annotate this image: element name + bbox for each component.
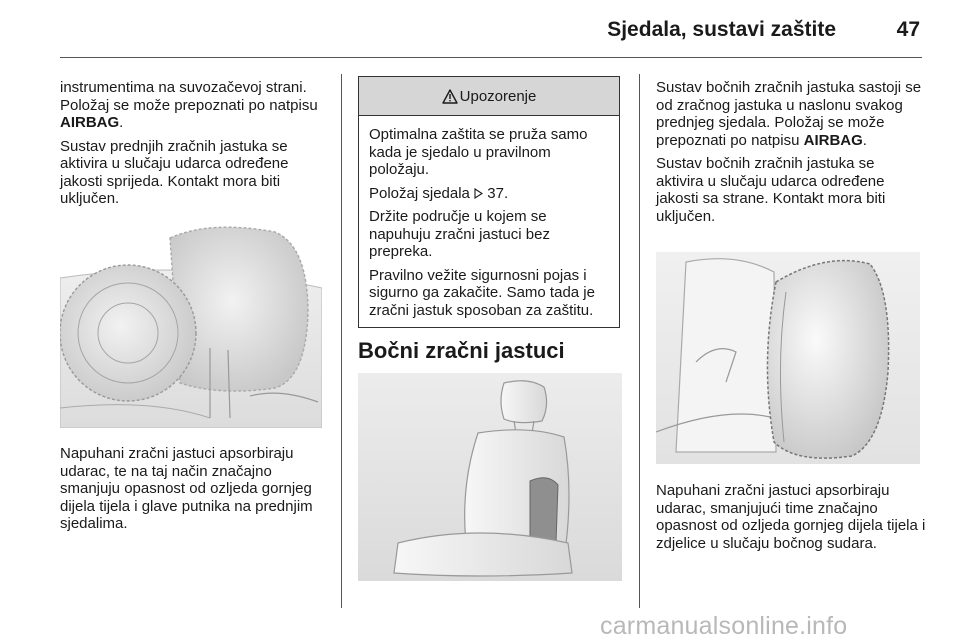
airbag-label: AIRBAG <box>60 114 120 131</box>
warning-title: Upozorenje <box>459 87 537 105</box>
page-reference[interactable]: 37 <box>487 184 504 202</box>
paragraph-side-airbag-activation: Sustav bočnih zračnih jastuka se aktivira u slučaju udarca određene jakosti sa strane. Kontakt mora biti uključen. <box>656 155 886 225</box>
warning-triangle-icon <box>442 89 458 104</box>
paragraph-side-airbag-location: Sustav bočnih zračnih jastuka sastoji se od zračnog jastuka u naslonu svakog prednjeg sjedala. Položaj se može prepoznati po natpisu AIRBAG. <box>656 79 922 149</box>
warning-paragraph-seat-reference: Položaj sjedala 37. <box>369 184 509 202</box>
paragraph-front-airbag-effect: Napuhani zračni jastuci apsorbiraju udarac, te na taj način značajno smanjuju opasnost od ozljeda gornjeg dijela tijela i glave putnika na prednjim sjedalima. <box>60 445 313 532</box>
side-airbag-backrest-illustration <box>656 252 920 464</box>
warning-paragraph-seatbelt: Pravilno vežite sigurnosni pojas i sigurno ga zakačite. Samo tada je zračni jastuk sposoban za zaštitu. <box>369 266 595 319</box>
warning-box <box>358 76 620 328</box>
page-title: Sjedala, sustavi zaštite <box>607 18 836 41</box>
warning-paragraph-seat-position: Optimalna zaštita se pruža samo kada je sjedalo u pravilnom položaju. <box>369 126 588 178</box>
paragraph-front-airbag-activation: Sustav prednjih zračnih jastuka se aktivira u slučaju udarca određene jakosti sprijeda. Kontakt mora biti uključen. <box>60 137 289 207</box>
section-title-side-airbags: Bočni zračni jastuci <box>358 338 565 363</box>
page-number: 47 <box>896 18 920 41</box>
column-1-top <box>60 79 330 214</box>
front-airbag-illustration <box>60 218 322 428</box>
warning-header <box>359 77 619 116</box>
reference-arrow-icon <box>474 188 483 199</box>
column-1-bottom <box>60 445 335 539</box>
paragraph-airbag-location: instrumentima na suvozačevoj strani. Položaj se može prepoznati po natpisu AIRBAG. <box>60 79 318 131</box>
column-3-bottom <box>656 482 926 558</box>
watermark: carmanualsonline.info <box>600 612 848 640</box>
column-divider-right <box>639 74 640 608</box>
header-divider <box>60 57 922 58</box>
warning-paragraph-obstacles: Držite područje u kojem se napuhuju zračni jastuci bez prepreka. <box>369 208 550 260</box>
paragraph-side-airbag-effect: Napuhani zračni jastuci apsorbiraju udarac, smanjujući time značajno opasnost od ozljeda gornjeg dijela tijela i zdjelice u slučaju bočnog sudara. <box>656 482 926 552</box>
warning-body <box>359 116 619 319</box>
side-airbag-seat-illustration <box>358 373 622 581</box>
airbag-label: AIRBAG <box>803 131 863 149</box>
column-3-top <box>656 79 926 231</box>
column-divider-left <box>341 74 342 608</box>
